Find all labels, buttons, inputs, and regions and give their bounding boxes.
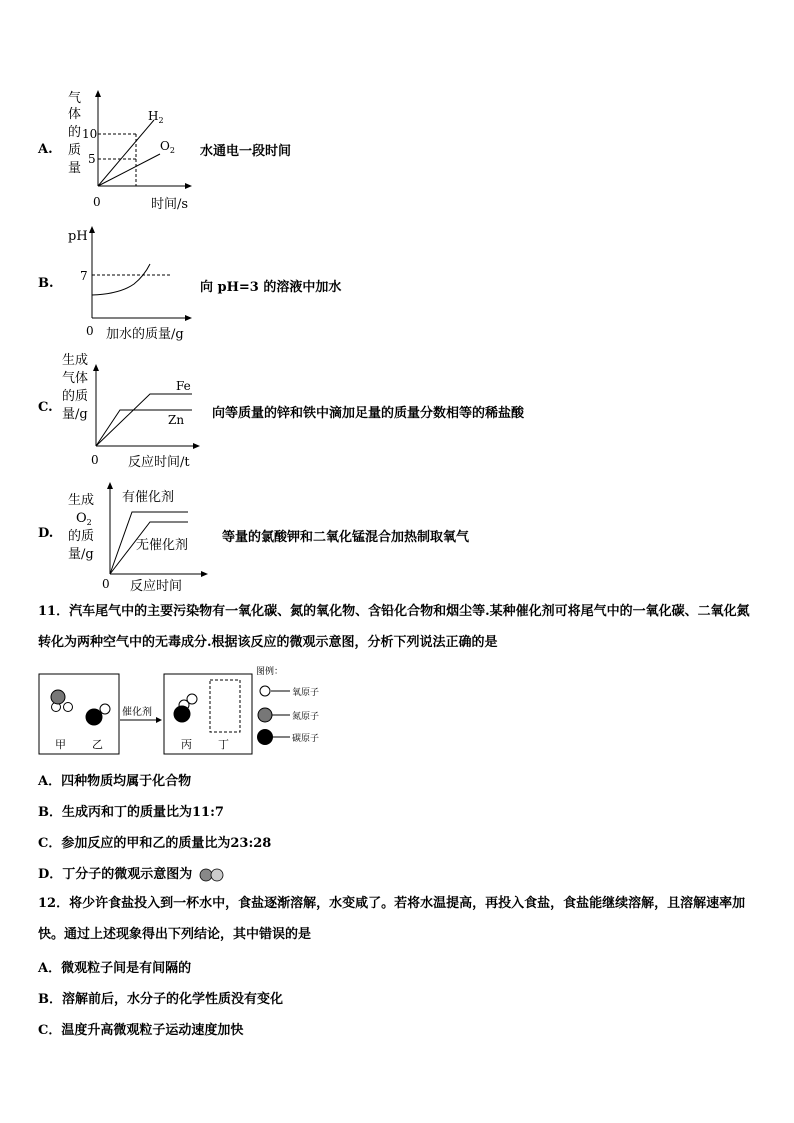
option-a-label: A. bbox=[38, 142, 53, 157]
graph-d-ylabel-line: 量/g bbox=[68, 547, 94, 562]
q11-stem bbox=[38, 596, 760, 658]
graph-d-xlabel: 反应时间 bbox=[130, 579, 183, 594]
graph-a-ylabel-char: 的 bbox=[68, 125, 82, 140]
oxygen-atom bbox=[187, 694, 197, 704]
graph-d-ylabel-line: $O_2$ bbox=[76, 511, 92, 527]
q11-choice-a: A．四种物质均属于化合物 bbox=[38, 774, 192, 789]
q11-number: 11． bbox=[38, 604, 70, 619]
graph-c-series-zn: Zn bbox=[168, 413, 185, 427]
graph-a-ylabel-char: 量 bbox=[68, 161, 82, 176]
option-c-label: C. bbox=[38, 400, 53, 415]
graph-a-x-arrow bbox=[185, 183, 192, 189]
graph-d-origin: 0 bbox=[102, 577, 110, 591]
graph-a-ylabel-char: 质 bbox=[68, 143, 82, 158]
graph-d-ylabel-line: 生成 bbox=[68, 493, 95, 508]
q12-number: 12． bbox=[38, 896, 70, 911]
q11-choice-d-text: D．丁分子的微观示意图为 bbox=[38, 867, 193, 882]
graph-c-ylabel-line: 量/g bbox=[62, 407, 88, 422]
reactant-label: 甲 bbox=[55, 738, 66, 751]
graph-b-xlabel: 加水的质量/g bbox=[106, 327, 184, 342]
q12-stem bbox=[38, 888, 760, 950]
reaction-arrowhead bbox=[156, 717, 162, 723]
graph-b-ytick-7: 7 bbox=[80, 269, 88, 283]
graph-d-ylabel-line: 的质 bbox=[68, 529, 95, 544]
graph-a-ylabel-char: 体 bbox=[68, 107, 82, 122]
oxygen-atom-icon bbox=[260, 686, 270, 696]
q11-choice-d bbox=[38, 863, 227, 883]
q12-choice-a: A．微观粒子间是有间隔的 bbox=[38, 961, 192, 976]
option-d-label: D. bbox=[38, 526, 54, 541]
graph-a-ytick-5: 5 bbox=[88, 152, 96, 166]
graph-d-series-catalyst: 有催化剂 bbox=[122, 490, 175, 505]
graph-c-ylabel-line: 生成 bbox=[62, 353, 89, 368]
q12-choice-c: C．温度升高微观粒子运动速度加快 bbox=[38, 1023, 244, 1038]
q12-stem-text: 将少许食盐投入到一杯水中，食盐逐渐溶解，水变咸了。若将水温提高，再投入食盐，食盐能继续溶解，且溶解速率加快。通过上述现象得出下列结论，其中错误的是 bbox=[38, 896, 746, 942]
n2-molecule-icon bbox=[197, 867, 227, 883]
graph-c-y-arrow bbox=[93, 364, 99, 371]
legend-title: 图例： bbox=[256, 667, 284, 677]
nitrogen-atom bbox=[51, 690, 65, 704]
graph-c-x-arrow bbox=[193, 443, 200, 449]
graph-a-series-o2: $O_2$ bbox=[160, 139, 175, 155]
q11-choice-b: B．生成丙和丁的质量比为11:7 bbox=[38, 805, 224, 820]
option-b-label: B. bbox=[38, 276, 54, 291]
oxygen-atom bbox=[100, 704, 110, 714]
graph-b bbox=[60, 222, 200, 344]
q11-reaction-diagram bbox=[38, 664, 338, 756]
nitrogen-atom-icon bbox=[258, 708, 272, 722]
graph-a bbox=[60, 88, 200, 216]
legend-oxygen: 氧原子 bbox=[292, 688, 320, 698]
graph-a-ylabel-char: 气 bbox=[68, 91, 82, 106]
graph-b-curve bbox=[92, 264, 150, 295]
unknown-product-box bbox=[210, 680, 240, 732]
graph-b-origin: 0 bbox=[86, 324, 94, 338]
legend-nitrogen: 氮原子 bbox=[292, 712, 320, 722]
graph-a-series-h2: $H_2$ bbox=[148, 109, 164, 125]
graph-a-y-arrow bbox=[95, 90, 101, 97]
graph-a-xlabel: 时间/s bbox=[151, 197, 189, 212]
graph-d bbox=[64, 478, 214, 596]
graph-a-origin: 0 bbox=[93, 195, 101, 209]
graph-a-line-h2 bbox=[98, 120, 154, 186]
arrow-label: 催化剂 bbox=[122, 707, 152, 718]
graph-b-x-arrow bbox=[185, 315, 192, 321]
graph-d-series-no-catalyst: 无催化剂 bbox=[136, 538, 189, 553]
q11-choice-c: C．参加反应的甲和乙的质量比为23:28 bbox=[38, 836, 272, 851]
q11-stem-text: 汽车尾气中的主要污染物有一氧化碳、氮的氧化物、含铅化合物和烟尘等.某种催化剂可将尾气中的一氧化碳、二氧化氮转化为两种空气中的无毒成分.根据该反应的微观示意图，分析下列说法正确的是 bbox=[38, 604, 750, 650]
option-c-description: 向等质量的锌和铁中滴加足量的质量分数相等的稀盐酸 bbox=[212, 406, 525, 421]
graph-a-ytick-10: 10 bbox=[82, 127, 98, 141]
carbon-atom bbox=[174, 706, 191, 723]
option-a-description: 水通电一段时间 bbox=[200, 144, 292, 159]
graph-d-y-arrow bbox=[107, 482, 113, 489]
option-d-description: 等量的氯酸钾和二氧化锰混合加热制取氧气 bbox=[222, 530, 470, 545]
product-label: 丙 bbox=[181, 738, 192, 751]
graph-b-ylabel: pH bbox=[68, 229, 88, 244]
legend-carbon: 碳原子 bbox=[292, 734, 320, 744]
graph-c-ylabel-line: 气体 bbox=[62, 371, 89, 386]
graph-c-origin: 0 bbox=[91, 453, 99, 467]
graph-d-x-arrow bbox=[201, 571, 208, 577]
graph-c-ylabel-line: 的质 bbox=[62, 389, 89, 404]
reactant-label: 乙 bbox=[92, 738, 103, 751]
graph-c-series-fe: Fe bbox=[176, 379, 191, 393]
product-label: 丁 bbox=[218, 738, 229, 751]
graph-c bbox=[60, 348, 210, 470]
carbon-atom-icon bbox=[257, 729, 273, 745]
option-b-description: 向 pH=3 的溶液中加水 bbox=[200, 280, 342, 295]
graph-b-y-arrow bbox=[89, 226, 95, 233]
oxygen-atom bbox=[64, 703, 73, 712]
q12-choice-b: B．溶解前后，水分子的化学性质没有变化 bbox=[38, 992, 283, 1007]
graph-c-xlabel: 反应时间/t bbox=[128, 455, 190, 470]
